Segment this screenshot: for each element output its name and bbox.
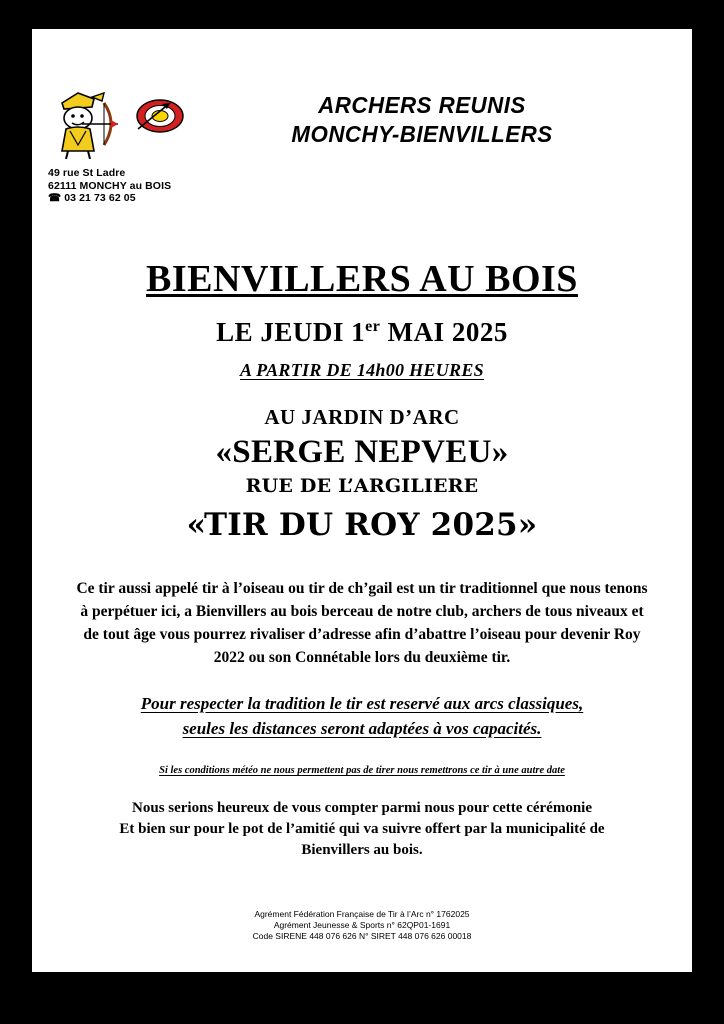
poster-header	[32, 29, 692, 204]
event-time: A PARTIR DE 14h00 HEURES	[240, 360, 484, 380]
description-paragraph: Ce tir aussi appelé tir à l’oiseau ou tir de ch’gail est un tir traditionnel que nous tenons à perpétuer ici, a Bienvillers au bois berceau de notre club, archers de tous niveaux et de tout âge vous pourrez rivaliser d’adresse afin d’abattre l’oiseau pour devenir Roy 2022 ou son Connétable lors du deuxième tir.	[76, 580, 648, 666]
venue-street: RUE DE L’ARGILIERE	[245, 475, 479, 497]
weather-note: Si les conditions météo ne nous permettent pas de tirer nous remettrons ce tir à une autre date	[159, 765, 565, 776]
target-icon	[136, 99, 184, 133]
event-date	[32, 311, 692, 348]
club-logo	[48, 87, 198, 162]
club-name-line-2: MONCHY-BIENVILLERS	[291, 121, 553, 147]
closing-line-2: Et bien sur pour le pot de l’amitié qui va suivre offert par la municipalité de	[119, 821, 605, 837]
event-date-main: LE JEUDI 1	[216, 317, 366, 347]
closing-line-1: Nous serions heureux de vous compter parmi nous pour cette cérémonie	[132, 800, 592, 816]
venue-name: «SERGE NEPVEU»	[215, 434, 509, 470]
poster-footer	[32, 909, 692, 942]
club-name-line-1: ARCHERS REUNIS	[318, 92, 526, 118]
poster-title-block	[32, 257, 692, 543]
rules-paragraph	[76, 691, 648, 741]
footer-line-1: Agrément Fédération Française de Tir à l’Arc n° 1762025	[254, 909, 470, 919]
event-date-ordinal: er	[365, 318, 381, 335]
footer-line-2: Agrément Jeunesse & Sports n° 62QP01-1691	[273, 920, 451, 930]
club-address	[48, 167, 171, 205]
closing-line-3: Bienvillers au bois.	[301, 842, 423, 858]
poster-page	[32, 29, 692, 972]
rules-line-1: Pour respecter la tradition le tir est reservé aux arcs classiques,	[140, 694, 584, 713]
page-title: BIENVILLERS AU BOIS	[146, 258, 578, 300]
rules-line-2: seules les distances seront adaptées à vos capacités.	[182, 719, 542, 738]
footer-line-3: Code SIRENE 448 076 626 N° SIRET 448 076 626 00018	[252, 931, 472, 941]
address-phone: ☎ 03 21 73 62 05	[48, 192, 136, 204]
poster-body	[32, 577, 692, 861]
event-name: «TIR DU ROY 2025»	[186, 507, 538, 543]
event-date-rest: MAI 2025	[380, 317, 508, 347]
address-line-1: 49 rue St Ladre	[48, 167, 126, 179]
closing-paragraph	[76, 798, 648, 861]
club-name	[262, 91, 582, 149]
address-line-2: 62111 MONCHY au BOIS	[48, 179, 172, 192]
archer-mascot-icon	[48, 87, 126, 159]
venue-label: AU JARDIN D’ARC	[264, 405, 460, 429]
